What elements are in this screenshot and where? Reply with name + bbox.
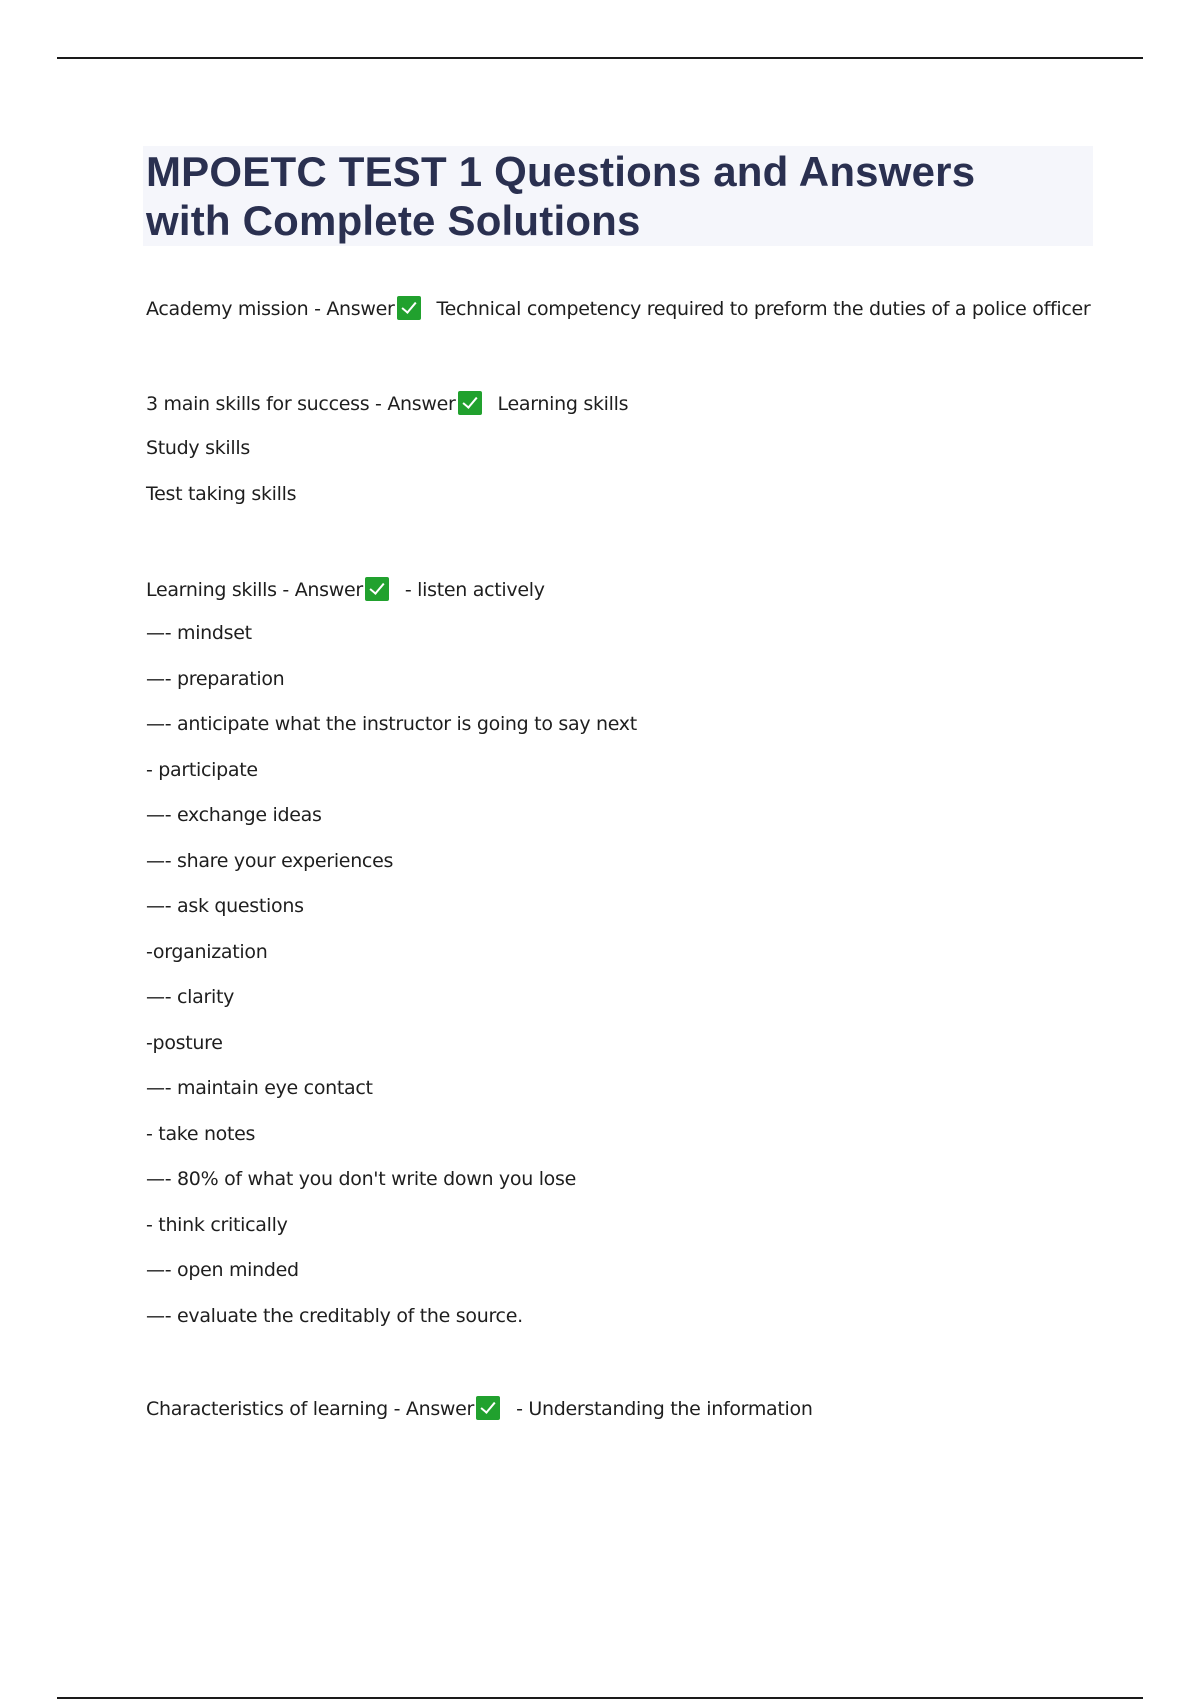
- answer-line: -posture: [146, 1032, 223, 1054]
- answer-line: —- open minded: [146, 1259, 299, 1281]
- qa-entry: [146, 577, 545, 602]
- answer-line: —- share your experiences: [146, 850, 394, 872]
- question-text: Academy mission - Answer: [146, 298, 395, 320]
- answer-line: —- evaluate the creditably of the source.: [146, 1305, 523, 1327]
- question-text: Learning skills - Answer: [146, 579, 363, 601]
- answer-line: —- clarity: [146, 986, 235, 1008]
- check-mark-icon: [397, 296, 421, 320]
- check-mark-icon: [476, 1396, 500, 1420]
- answer-line: -organization: [146, 941, 268, 963]
- document-title: [146, 147, 1086, 245]
- title-line-2: with Complete Solutions: [146, 197, 641, 244]
- answer-line: —- preparation: [146, 668, 285, 690]
- answer-line: —- mindset: [146, 622, 252, 644]
- check-mark-icon: [365, 577, 389, 601]
- question-text: 3 main skills for success - Answer: [146, 393, 456, 415]
- answer-line: - take notes: [146, 1123, 256, 1145]
- footer-rule: [57, 1697, 1143, 1699]
- answer-line: —- ask questions: [146, 895, 304, 917]
- answer-line: —- exchange ideas: [146, 804, 322, 826]
- answer-line: —- anticipate what the instructor is going to say next: [146, 713, 637, 735]
- qa-entry: [146, 391, 628, 416]
- check-mark-icon: [458, 391, 482, 415]
- answer-line: —- 80% of what you don't write down you lose: [146, 1168, 576, 1190]
- answer-text: - Understanding the information: [516, 1398, 813, 1420]
- answer-text: Learning skills: [497, 393, 629, 415]
- answer-line: Test taking skills: [146, 483, 297, 505]
- header-rule: [57, 57, 1143, 59]
- answer-line: - participate: [146, 759, 258, 781]
- answer-line: Study skills: [146, 437, 250, 459]
- qa-entry: [146, 1396, 813, 1421]
- question-text: Characteristics of learning - Answer: [146, 1398, 475, 1420]
- answer-text: - listen actively: [404, 579, 545, 601]
- answer-text: Technical competency required to preform the duties of a police officer: [436, 298, 1091, 320]
- answer-line: —- maintain eye contact: [146, 1077, 373, 1099]
- title-line-1: MPOETC TEST 1 Questions and Answers: [146, 148, 976, 195]
- qa-entry: [146, 296, 1090, 321]
- answer-line: - think critically: [146, 1214, 288, 1236]
